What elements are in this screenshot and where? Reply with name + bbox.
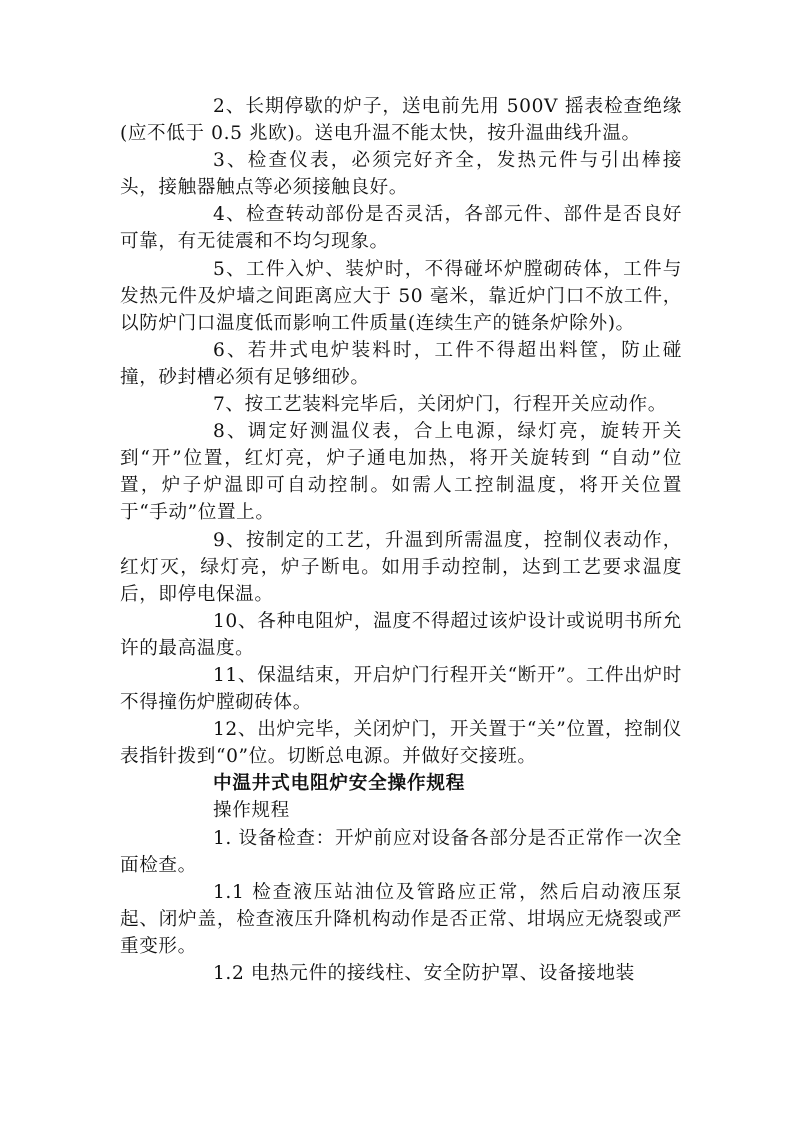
paragraph-10-max-temperature: 10、各种电阻炉，温度不得超过该炉设计或说明书所允许的最高温度。 <box>120 610 682 659</box>
paragraph-9-heating: 9、按制定的工艺，升温到所需温度，控制仪表动作，红灯灭，绿灯亮，炉子断电。如用手动控制，达到工艺要求温度后，即停电保温。 <box>120 529 682 605</box>
paragraph-1-equipment-check: 1. 设备检查：开炉前应对设备各部分是否正常作一次全面检查。 <box>120 827 682 876</box>
paragraph-6-pit-furnace-loading: 6、若井式电炉装料时，工件不得超出料筐，防止碰撞，砂封槽必须有足够细砂。 <box>120 339 682 388</box>
paragraph-8-power-on: 8、调定好测温仪表，合上电源，绿灯亮，旋转开关到“开”位置，红灯亮，炉子通电加热，将开关旋转到 “自动”位置，炉子炉温即可自动控制。如需人工控制温度，将开关位置于“手动”位置上。 <box>120 421 682 524</box>
paragraph-7-close-door: 7、按工艺装料完毕后，关闭炉门，行程开关应动作。 <box>213 394 667 416</box>
paragraph-5-loading: 5、工件入炉、装炉时，不得碰坏炉膛砌砖体，工件与发热元件及炉墙之间距离应大于 50 毫米，靠近炉门口不放工件，以防炉门口温度低而影响工件质量(连续生产的链条炉除外)。 <box>120 258 682 334</box>
document-page <box>120 93 682 987</box>
paragraph-4-moving-parts-check: 4、检查转动部份是否灵活，各部元件、部件是否良好可靠，有无徒震和不均匀现象。 <box>120 204 682 253</box>
paragraph-2-insulation-check: 2、长期停歇的炉子，送电前先用 500V 摇表检查绝缘(应不低于 0.5 兆欧)。送电升温不能太快，按升温曲线升温。 <box>120 96 682 145</box>
paragraph-1-2-heating-element-check: 1.2 电热元件的接线柱、安全防护罩、设备接地装 <box>213 963 635 984</box>
paragraph-12-shutdown: 12、出炉完毕，关闭炉门，开关置于“关”位置，控制仪表指针拨到“0”位。切断总电源。并做好交接班。 <box>120 719 682 768</box>
subheading: 操作规程 <box>213 800 290 822</box>
section-heading: 中温井式电阻炉安全操作规程 <box>213 773 466 795</box>
paragraph-11-unloading: 11、保温结束，开启炉门行程开关“断开”。工件出炉时不得撞伤炉膛砌砖体。 <box>120 664 682 714</box>
paragraph-1-1-hydraulic-check: 1.1 检查液压站油位及管路应正常，然后启动液压泵起、闭炉盖，检查液压升降机构动作是否正常、坩埚应无烧裂或严重变形。 <box>120 881 682 957</box>
paragraph-3-instrument-check: 3、检查仪表，必须完好齐全，发热元件与引出棒接头，接触器触点等必须接触良好。 <box>120 150 682 199</box>
